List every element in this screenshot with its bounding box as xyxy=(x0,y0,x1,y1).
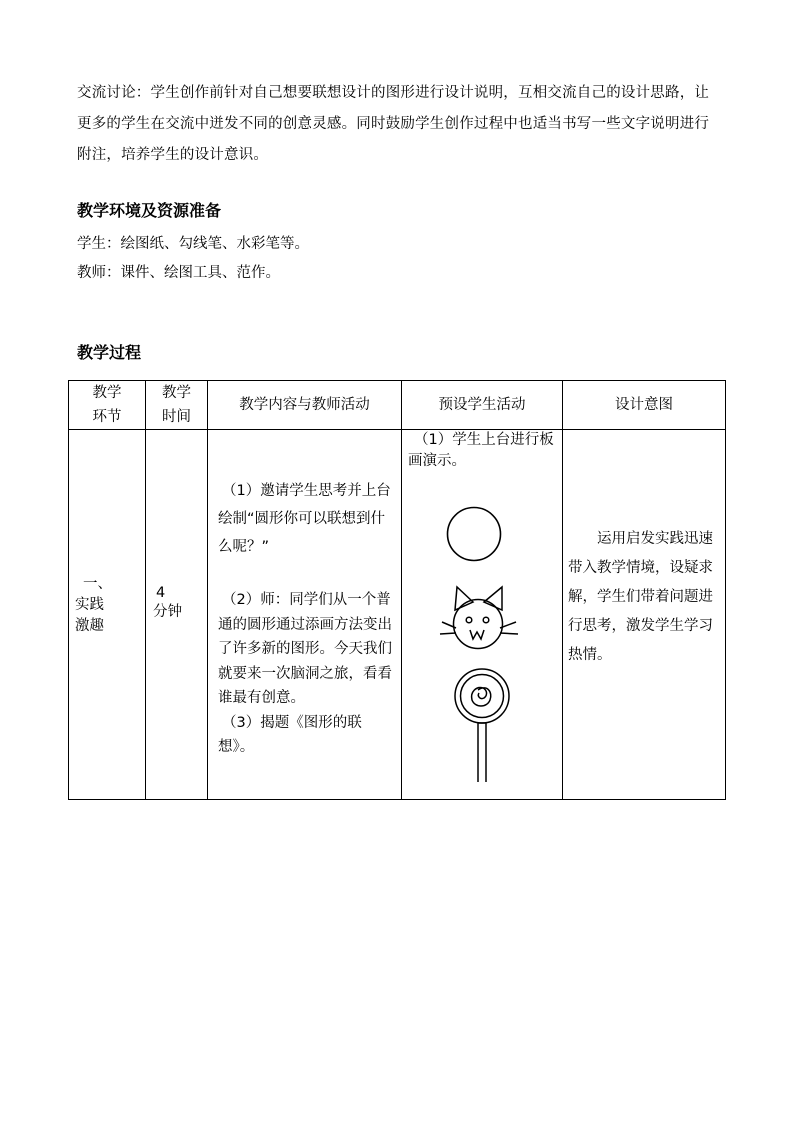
header-content: 教学内容与教师活动 xyxy=(208,381,402,430)
intro-paragraph: 交流讨论：学生创作前针对自己想要联想设计的图形进行设计说明，互相交流自己的设计思路，让更多的学生在交流中迸发不同的创意灵感。同时鼓励学生创作过程中也适当书写一些文字说明进行附注，培养学生的设计意识。 xyxy=(77,85,710,163)
header-intent: 设计意图 xyxy=(563,381,726,430)
circle-drawing xyxy=(448,508,501,561)
content-paragraph-1: （1）邀请学生思考并上台绘制“圆形你可以联想到什么呢？” xyxy=(218,483,391,555)
stage-cell xyxy=(69,430,146,800)
header-stage-line2: 环节 xyxy=(92,409,122,425)
header-student: 预设学生活动 xyxy=(402,381,563,430)
header-stage xyxy=(69,381,146,430)
cat-face-drawing xyxy=(440,587,518,649)
design-intent-text: 运用启发实践迅速带入教学情境，设疑求解，学生们带着问题进行思考，激发学生学习热情。 xyxy=(568,531,713,663)
board-drawings xyxy=(408,482,558,782)
content-paragraph-2: （2）师：同学们从一个普通的圆形通过添画方法变出了许多新的图形。今天我们就要来一次脑洞之旅，看看谁最有创意。 xyxy=(218,592,392,706)
student-activity-text: （1）学生上台进行板画演示。 xyxy=(408,432,554,469)
intent-cell xyxy=(563,430,726,800)
student-cell xyxy=(402,430,563,800)
header-stage-line1: 教学 xyxy=(92,385,122,401)
environment-heading: 教学环境及资源准备 xyxy=(77,201,222,220)
environment-teacher-line: 教师：课件、绘图工具、范作。 xyxy=(77,265,280,281)
lesson-process-table xyxy=(68,380,726,800)
header-time-line2: 时间 xyxy=(162,409,191,425)
content-paragraph-3: （3）揭题《图形的联想》。 xyxy=(218,714,362,755)
header-time-line1: 教学 xyxy=(162,385,191,401)
header-time xyxy=(146,381,208,430)
stage-line2: 实践 xyxy=(75,597,104,613)
table-row xyxy=(69,430,726,800)
stage-line1: 一、 xyxy=(83,576,112,592)
stage-line3: 激趣 xyxy=(75,618,104,634)
time-cell xyxy=(146,430,208,800)
content-cell xyxy=(208,430,402,800)
environment-student-line: 学生：绘图纸、勾线笔、水彩笔等。 xyxy=(77,236,309,252)
process-heading: 教学过程 xyxy=(77,343,142,362)
table-header-row xyxy=(69,381,726,430)
lollipop-drawing xyxy=(455,669,509,782)
time-unit: 分钟 xyxy=(153,604,182,620)
time-value: 4 xyxy=(156,585,166,601)
